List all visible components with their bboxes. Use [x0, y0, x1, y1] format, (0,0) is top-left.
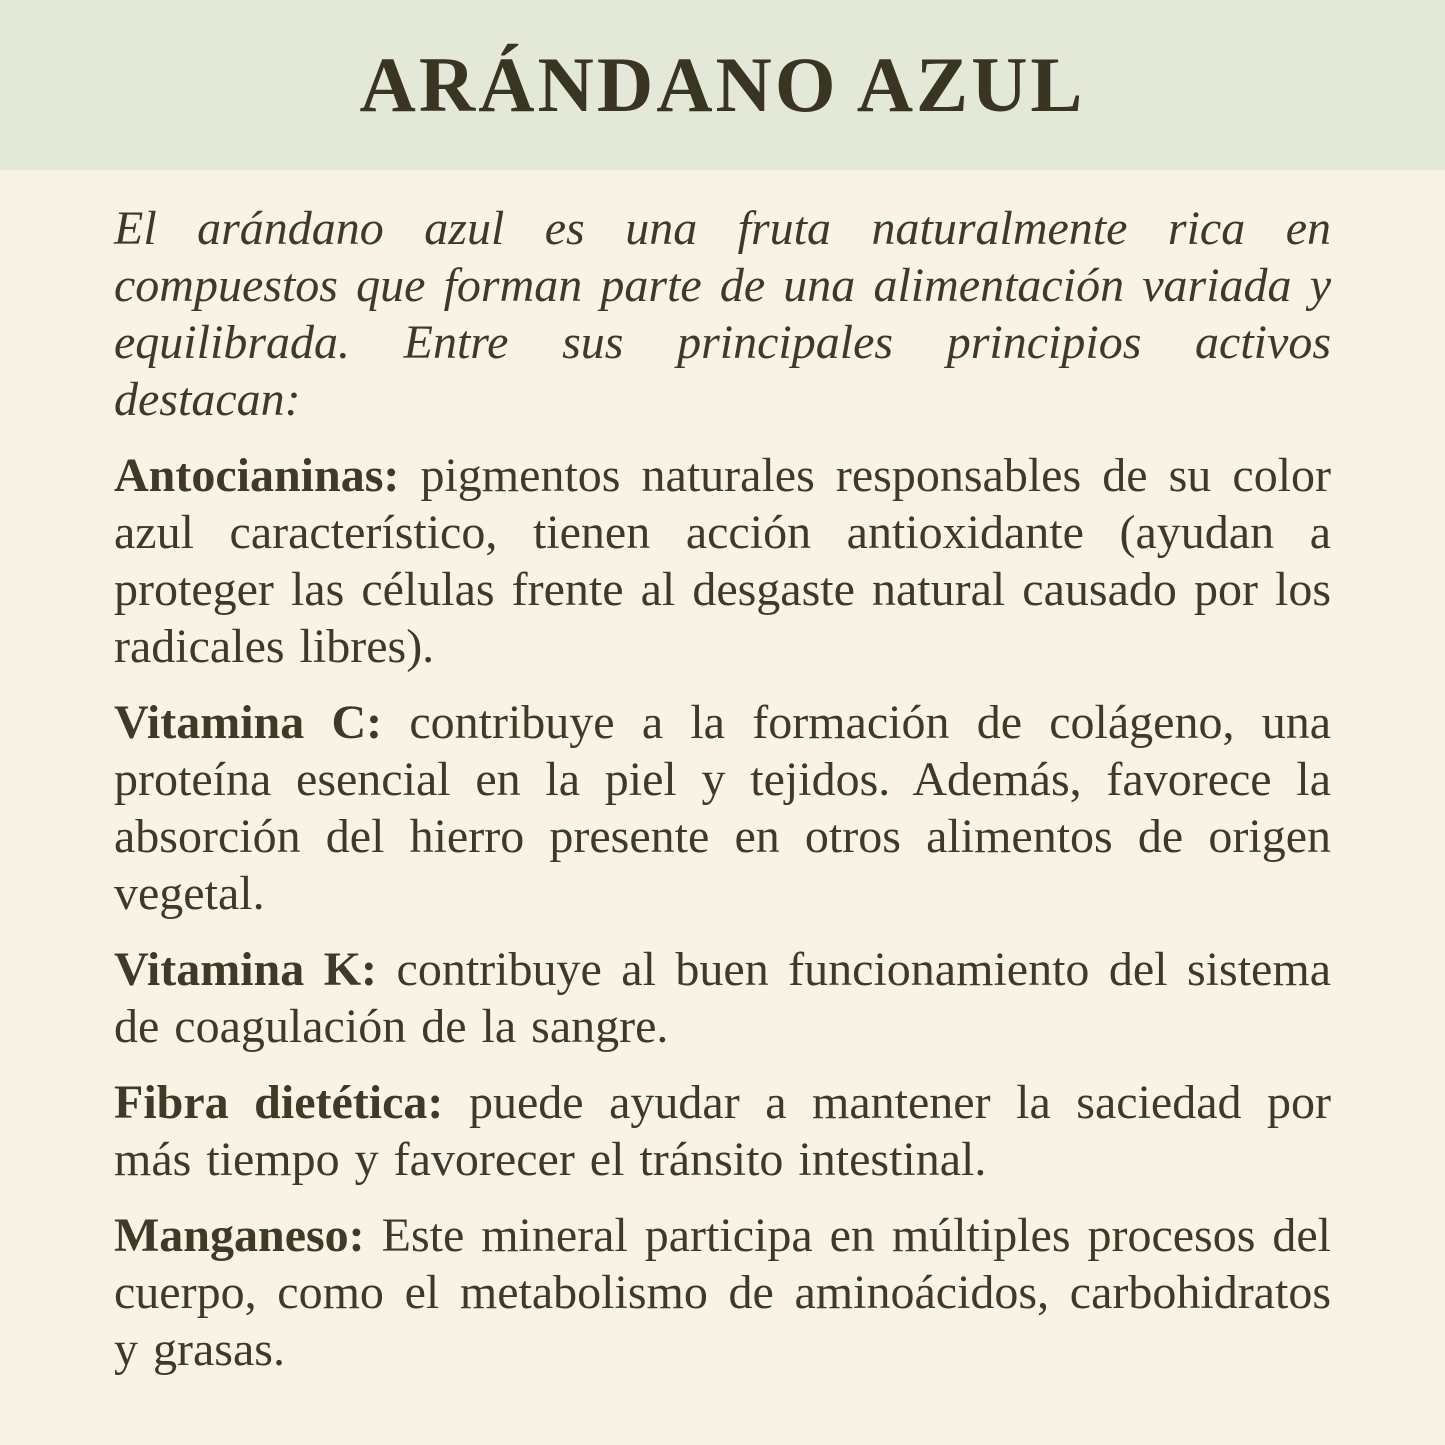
- section-vitamina-c: [114, 694, 1331, 922]
- section-lead-antocianinas: Antocianinas:: [114, 449, 400, 502]
- section-fibra-dietetica: [114, 1074, 1331, 1188]
- section-lead-vitamina-k: Vitamina K:: [114, 943, 378, 996]
- section-antocianinas: [114, 447, 1331, 675]
- section-body-antocianinas: pigmentos naturales responsables de su color azul característico, tienen acción antioxidante (ayudan a proteger las células frente al desgaste natural causado por los radicales libres).: [114, 449, 1332, 673]
- section-body-vitamina-k: contribuye al buen funcionamiento del sistema de coagulación de la sangre.: [114, 943, 1331, 1053]
- header-banner: [0, 0, 1445, 170]
- page-title: ARÁNDANO AZUL: [359, 41, 1086, 128]
- section-lead-fibra-dietetica: Fibra dietética:: [114, 1076, 444, 1129]
- intro-paragraph: El arándano azul es una fruta naturalmente rica en compuestos que forman parte de una alimentación variada y equilibrada. Entre sus principales principios activos destacan:: [114, 202, 1331, 426]
- section-lead-manganeso: Manganeso:: [114, 1209, 365, 1262]
- section-vitamina-k: [114, 941, 1331, 1055]
- section-manganeso: [114, 1207, 1331, 1378]
- section-body-vitamina-c: contribuye a la formación de colágeno, una proteína esencial en la piel y tejidos. Además, favorece la absorción del hierro presente en otros alimentos de origen vegetal.: [114, 696, 1331, 920]
- section-lead-vitamina-c: Vitamina C:: [114, 696, 383, 749]
- section-body-manganeso: Este mineral participa en múltiples procesos del cuerpo, como el metabolismo de aminoácidos, carbohidratos y grasas.: [114, 1209, 1332, 1376]
- section-body-fibra-dietetica: puede ayudar a mantener la saciedad por más tiempo y favorecer el tránsito intestinal.: [114, 1076, 1332, 1186]
- content-area: [0, 170, 1445, 1378]
